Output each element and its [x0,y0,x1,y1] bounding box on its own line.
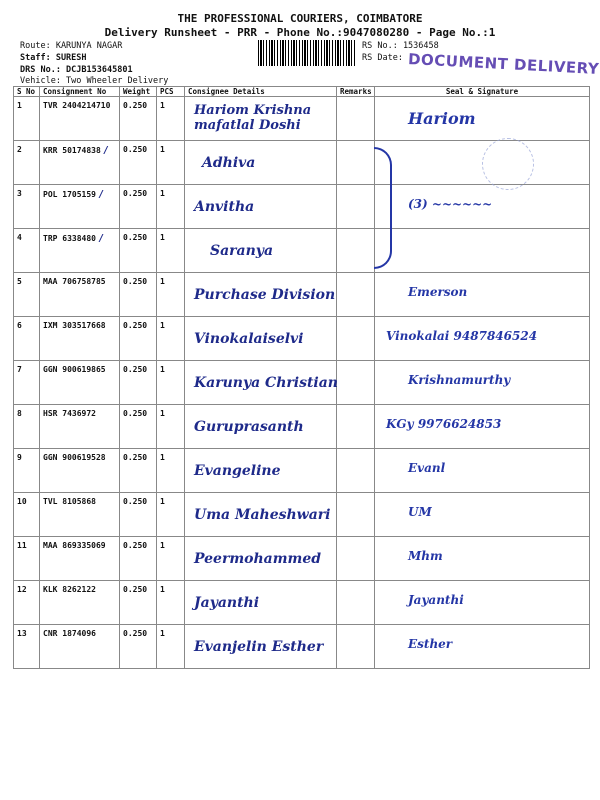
signature-cell [375,229,590,273]
remarks-cell [337,229,375,273]
col-header-pcs: PCS [157,87,185,97]
signature-cell [375,185,590,229]
table-row [14,581,590,625]
consignment-number-cell [40,493,120,537]
grouping-brace [374,147,392,269]
col-header-remarks: Remarks [337,87,375,97]
signature-cell [375,625,590,669]
weight-cell: 0.250 [120,581,157,625]
pcs-cell: 1 [157,317,185,361]
table-row [14,361,590,405]
consignee-cell [185,185,337,229]
table-row [14,625,590,669]
consignment-number-cell [40,449,120,493]
signature-cell [375,405,590,449]
handwritten-consignee-name: Vinokalaiselvi [194,331,304,347]
weight-cell: 0.250 [120,185,157,229]
signature-cell [375,449,590,493]
weight-cell: 0.250 [120,97,157,141]
col-header-sno: S No [14,87,40,97]
handwritten-signature: Evanl [408,461,446,475]
pcs-cell: 1 [157,273,185,317]
consignment-number: TVR 2404214710 [43,101,111,110]
pcs-cell: 1 [157,405,185,449]
signature-cell [375,317,590,361]
handwritten-signature: Emerson [408,285,468,299]
serial-number-cell: 6 [14,317,40,361]
remarks-cell [337,581,375,625]
consignee-cell [185,273,337,317]
remarks-cell [337,625,375,669]
consignment-number: IXM 303517668 [43,321,106,330]
handwritten-signature: Krishnamurthy [408,373,511,387]
table-row [14,317,590,361]
col-header-consignee: Consignee Details [185,87,337,97]
weight-cell: 0.250 [120,405,157,449]
consignment-number: TRP 6338480 [43,234,96,243]
consignment-number-cell [40,405,120,449]
consignee-cell [185,537,337,581]
consignee-cell [185,405,337,449]
serial-number-cell: 10 [14,493,40,537]
serial-number-cell: 7 [14,361,40,405]
serial-number-cell: 11 [14,537,40,581]
handwritten-signature: (3) ~~~~~~ [408,197,493,211]
rs-date-label: RS Date: [362,53,403,63]
weight-cell: 0.250 [120,317,157,361]
consignment-number-cell [40,537,120,581]
handwritten-consignee-name: Guruprasanth [194,419,304,435]
consignment-number-cell [40,361,120,405]
consignment-number-cell [40,317,120,361]
table-row [14,405,590,449]
consignment-number: MAA 869335069 [43,541,106,550]
remarks-cell [337,317,375,361]
pcs-cell: 1 [157,449,185,493]
pcs-cell: 1 [157,141,185,185]
consignee-cell [185,361,337,405]
handwritten-tick-mark: / [97,233,105,244]
consignment-number: HSR 7436972 [43,409,96,418]
consignment-number: POL 1705159 [43,190,96,199]
handwritten-consignee-name: Evanjelin Esther [194,639,324,655]
signature-cell [375,273,590,317]
table-header-row [14,87,590,97]
remarks-cell [337,185,375,229]
serial-number-cell: 1 [14,97,40,141]
route-label: Route: KARUNYA NAGAR [20,41,123,51]
handwritten-signature: KGy 9976624853 [386,417,502,431]
consignment-number-cell [40,273,120,317]
weight-cell: 0.250 [120,537,157,581]
weight-cell: 0.250 [120,273,157,317]
handwritten-consignee-name: Uma Maheshwari [194,507,331,523]
consignment-number: KRR 50174838 [43,146,101,155]
signature-cell [375,581,590,625]
vehicle-label: Vehicle: Two Wheeler Delivery [20,76,169,86]
handwritten-consignee-name: Adhiva [202,155,256,171]
pcs-cell: 1 [157,625,185,669]
barcode-image [258,40,356,66]
consignment-number: MAA 706758785 [43,277,106,286]
table-row [14,537,590,581]
pcs-cell: 1 [157,229,185,273]
consignee-cell [185,449,337,493]
handwritten-signature: Jayanthi [408,593,464,607]
remarks-cell [337,141,375,185]
runsheet-subtitle: Delivery Runsheet - PRR - Phone No.:9047080280 - Page No.:1 [104,26,496,39]
pcs-cell: 1 [157,361,185,405]
remarks-cell [337,273,375,317]
serial-number-cell: 8 [14,405,40,449]
handwritten-signature: Hariom [408,109,476,128]
remarks-cell [337,97,375,141]
consignee-cell [185,493,337,537]
serial-number-cell: 12 [14,581,40,625]
consignment-number-cell [40,229,120,273]
remarks-cell [337,449,375,493]
handwritten-consignee-name: Karunya Christian [194,375,338,391]
consignment-number-cell [40,141,120,185]
weight-cell: 0.250 [120,141,157,185]
table-row [14,97,590,141]
consignee-cell [185,625,337,669]
document-delivery-stamp: DOCUMENT DELIVERY [407,50,600,78]
table-row [14,229,590,273]
signature-cell [375,493,590,537]
consignment-number: CNR 1874096 [43,629,96,638]
pcs-cell: 1 [157,493,185,537]
weight-cell: 0.250 [120,625,157,669]
drs-number: DRS No.: DCJB153645801 [20,65,133,75]
handwritten-signature: Vinokalai 9487846524 [386,329,538,343]
pcs-cell: 1 [157,537,185,581]
handwritten-signature: Esther [408,637,453,651]
consignee-cell [185,581,337,625]
handwritten-consignee-name: Peermohammed [194,551,322,567]
serial-number-cell: 5 [14,273,40,317]
consignment-number-cell [40,185,120,229]
remarks-cell [337,493,375,537]
weight-cell: 0.250 [120,229,157,273]
handwritten-tick-mark: / [97,189,105,200]
pcs-cell: 1 [157,97,185,141]
handwritten-consignee-name: Purchase Division [194,287,336,303]
serial-number-cell: 9 [14,449,40,493]
weight-cell: 0.250 [120,493,157,537]
rs-number: RS No.: 1536458 [362,41,439,51]
consignee-cell [185,141,337,185]
consignment-number: TVL 8105868 [43,497,96,506]
col-header-signature: Seal & Signature [375,87,590,97]
serial-number-cell: 2 [14,141,40,185]
col-header-weight: Weight [120,87,157,97]
handwritten-consignee-name: Anvitha [194,199,255,215]
handwritten-consignee-name: Saranya [210,243,274,259]
table-row [14,185,590,229]
consignment-number-cell [40,625,120,669]
table-row [14,493,590,537]
handwritten-tick-mark: / [102,145,109,156]
table-row [14,449,590,493]
serial-number-cell: 3 [14,185,40,229]
serial-number-cell: 13 [14,625,40,669]
faint-circular-seal [482,138,534,190]
staff-label: Staff: SURESH [20,53,87,63]
consignee-cell [185,97,337,141]
col-header-consignment: Consignment No [40,87,120,97]
pcs-cell: 1 [157,185,185,229]
consignment-number-cell [40,97,120,141]
consignee-cell [185,317,337,361]
handwritten-consignee-name: Jayanthi [194,595,260,611]
consignee-cell [185,229,337,273]
consignment-number: GGN 900619865 [43,365,106,374]
weight-cell: 0.250 [120,361,157,405]
consignment-number: GGN 900619528 [43,453,106,462]
consignment-number-cell [40,581,120,625]
company-title: THE PROFESSIONAL COURIERS, COIMBATORE [177,12,423,25]
signature-cell [375,97,590,141]
handwritten-signature: UM [408,505,432,519]
signature-cell [375,361,590,405]
remarks-cell [337,537,375,581]
signature-cell [375,537,590,581]
consignment-number: KLK 8262122 [43,585,96,594]
handwritten-signature: Mhm [408,549,443,563]
handwritten-consignee-name: Evangeline [194,463,281,479]
remarks-cell [337,405,375,449]
table-row [14,273,590,317]
remarks-cell [337,361,375,405]
handwritten-consignee-name: Hariom Krishna mafatlal Doshi [194,103,312,133]
serial-number-cell: 4 [14,229,40,273]
weight-cell: 0.250 [120,449,157,493]
pcs-cell: 1 [157,581,185,625]
